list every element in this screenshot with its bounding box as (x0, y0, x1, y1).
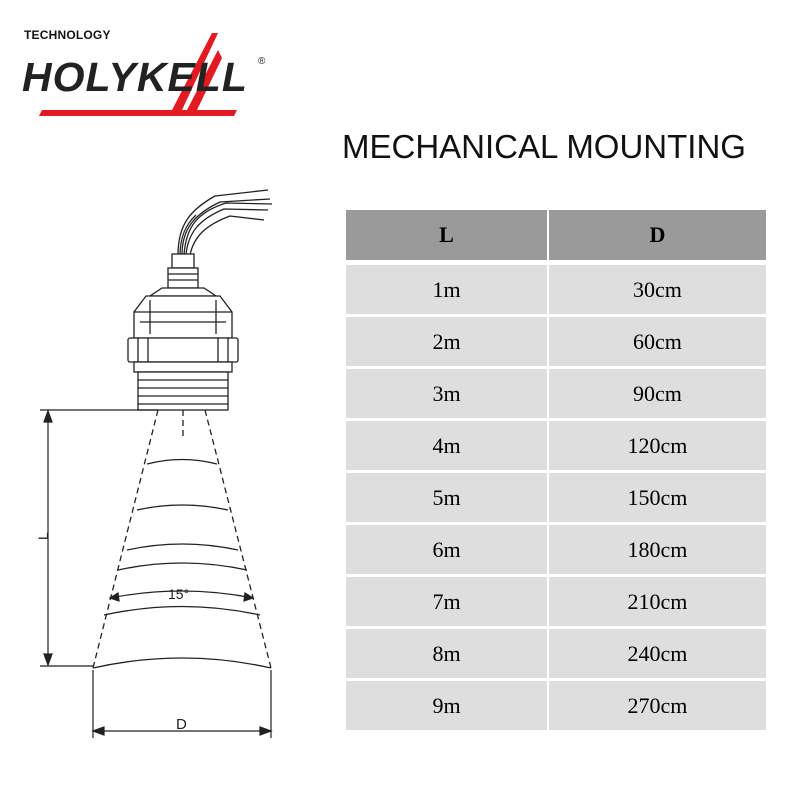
cell-length: 6m (346, 525, 549, 574)
cell-diameter: 90cm (549, 369, 766, 418)
cell-length: 4m (346, 421, 549, 470)
cell-diameter: 240cm (549, 629, 766, 678)
column-header-length: L (346, 210, 549, 260)
sensor-body (128, 254, 238, 410)
table-row (346, 577, 766, 626)
sensor-cable (178, 190, 272, 256)
table-header-row (346, 210, 766, 260)
cell-length: 1m (346, 263, 549, 314)
cell-diameter: 150cm (549, 473, 766, 522)
mounting-spec-table (346, 207, 766, 733)
length-label: L (35, 532, 51, 540)
beam-wavefronts (93, 460, 271, 669)
table-row (346, 629, 766, 678)
cell-diameter: 30cm (549, 263, 766, 314)
cell-diameter: 270cm (549, 681, 766, 730)
cell-length: 8m (346, 629, 549, 678)
cell-length: 2m (346, 317, 549, 366)
logo-tagline: TECHNOLOGY (24, 28, 111, 42)
dimension-lines (40, 410, 271, 738)
table-row (346, 369, 766, 418)
sensor-beam-diagram (0, 180, 340, 780)
column-header-diameter: D (549, 210, 766, 260)
table-row (346, 263, 766, 314)
cell-diameter: 120cm (549, 421, 766, 470)
table-row (346, 421, 766, 470)
table-row (346, 525, 766, 574)
table-row (346, 681, 766, 730)
cell-length: 9m (346, 681, 549, 730)
page-title: MECHANICAL MOUNTING (342, 128, 746, 165)
cell-diameter: 60cm (549, 317, 766, 366)
brand-logo (22, 28, 272, 118)
registered-mark: ® (258, 56, 266, 67)
cell-length: 3m (346, 369, 549, 418)
cell-length: 5m (346, 473, 549, 522)
cell-diameter: 180cm (549, 525, 766, 574)
cell-length: 7m (346, 577, 549, 626)
diameter-label: D (176, 716, 187, 733)
table-row (346, 317, 766, 366)
table-row (346, 473, 766, 522)
beam-cone-edges (93, 410, 271, 668)
angle-label: 15° (168, 586, 190, 602)
cell-diameter: 210cm (549, 577, 766, 626)
logo-wordmark: HOLYKELL (22, 54, 248, 100)
